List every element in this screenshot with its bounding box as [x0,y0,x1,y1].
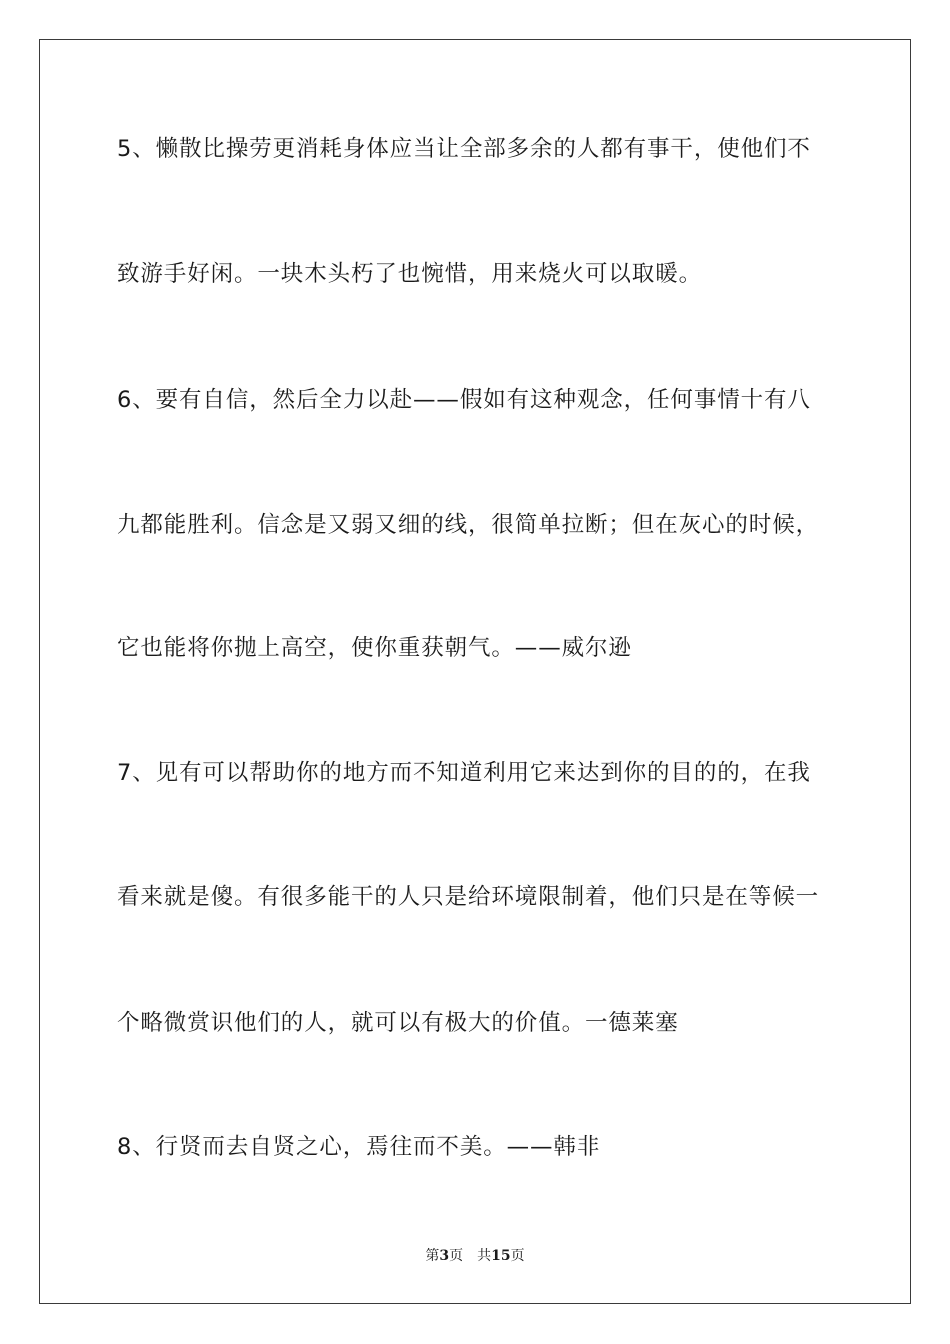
total-prefix: 共 [477,1248,492,1264]
text-line: 7、见有可以帮助你的地方而不知道利用它来达到你的目的的，在我 [117,760,811,786]
text-line: 九都能胜利。信念是又弱又细的线，很简单拉断；但在灰心的时候， [117,512,820,538]
text-line: 它也能将你抛上高空，使你重获朝气。——威尔逊 [117,635,632,661]
total-pages: 15 [491,1248,511,1264]
page-border [39,39,911,1304]
page-suffix: 页 [449,1248,464,1264]
text-line: 致游手好闲。一块木头朽了也惋惜，用来烧火可以取暖。 [117,261,703,287]
page-number: 3 [439,1248,450,1264]
total-suffix: 页 [510,1248,525,1264]
page-footer [0,1247,950,1265]
text-line: 8、行贤而去自贤之心，焉往而不美。——韩非 [117,1134,601,1160]
text-line: 看来就是傻。有很多能干的人只是给环境限制着，他们只是在等候一 [117,884,820,910]
text-line: 6、要有自信，然后全力以赴——假如有这种观念，任何事情十有八 [117,387,811,413]
page-prefix: 第 [425,1248,440,1264]
text-line: 个略微赏识他们的人，就可以有极大的价值。一德莱塞 [117,1010,679,1036]
text-line: 5、懒散比操劳更消耗身体应当让全部多余的人都有事干，使他们不 [117,136,811,162]
